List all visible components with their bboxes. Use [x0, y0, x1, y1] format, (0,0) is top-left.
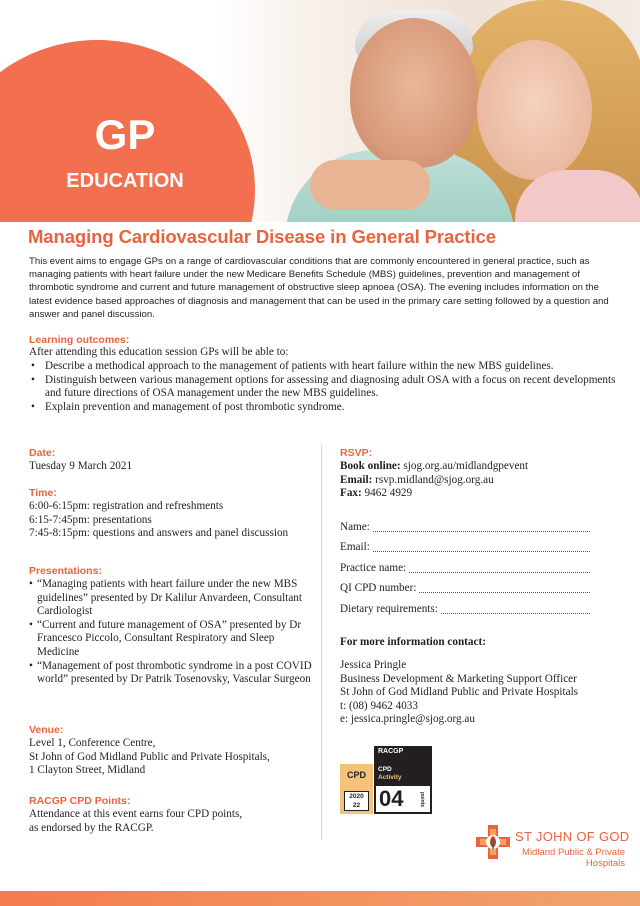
cpd-points-value: 04	[379, 786, 404, 811]
contact-email[interactable]: e: jessica.pringle@sjog.org.au	[340, 713, 475, 726]
cpd-points-heading: RACGP CPD Points:	[29, 795, 131, 807]
learning-heading: Learning outcomes:	[29, 334, 130, 346]
list-item: • Explain prevention and management of post thrombotic syndrome.	[29, 401, 619, 415]
learning-lead: After attending this education session GPs will be able to:	[29, 346, 289, 358]
page-title: Managing Cardiovascular Disease in General Practice	[28, 226, 496, 247]
list-item: • “Managing patients with heart failure under the new MBS guidelines” presented by Dr Kalilur Anvardeen, Consultant Cardiologist	[29, 578, 319, 619]
badge-title: GP	[94, 111, 156, 158]
contact-org: St John of God Midland Public and Private Hospitals	[340, 686, 579, 699]
rsvp-online-link[interactable]: sjog.org.au/midlandgpevent	[403, 460, 529, 472]
rsvp-details	[340, 460, 528, 501]
cpd-activity-badge	[340, 746, 432, 816]
learning-list	[29, 360, 619, 414]
cpd-label: CPD	[346, 770, 366, 780]
badge-subtitle: EDUCATION	[66, 170, 184, 192]
cpd-year: 2020 22	[344, 791, 369, 811]
racgp-logo-text: RACGP	[378, 748, 404, 755]
form-label: QI CPD number:	[340, 582, 417, 594]
contact-name: Jessica Pringle	[340, 659, 407, 671]
contact-heading: For more information contact:	[340, 636, 486, 648]
name-field[interactable]	[340, 521, 590, 533]
form-label: Dietary requirements:	[340, 603, 438, 615]
time-line: 6:00-6:15pm: registration and refreshments	[29, 500, 224, 512]
contact-phone[interactable]: t: (08) 9462 4033	[340, 699, 418, 712]
cpd-points-label: points	[419, 792, 425, 807]
venue-line: St John of God Midland Public and Private Hospitals,	[29, 750, 270, 763]
contact-role: Business Development & Marketing Support Officer	[340, 672, 577, 685]
rsvp-online-label: Book online:	[340, 460, 401, 472]
intro-paragraph: This event aims to engage GPs on a range of cardiovascular conditions that are commonly encountered in general practice, such as managing patients with heart failure under the new Medicare Benefits Schedule (MBS) guidelines, prevention and management of thrombotic syndrome and current and future management of obstructive sleep apnoea (OSA). The evening includes information on the latest evidence based approaches of diagnosis and management that can be used in the primary care setting followed by a question and answer and panel discussion.	[29, 256, 609, 320]
cpd-activity-text: CPD Activity	[378, 766, 402, 781]
presentations-heading: Presentations:	[29, 565, 102, 577]
list-item: • “Current and future management of OSA” presented by Dr Francesco Piccolo, Consultant Respiratory and Sleep Medicine	[29, 619, 319, 660]
time-line: 7:45-8:15pm: questions and answers and panel discussion	[29, 527, 289, 540]
list-item: • Describe a methodical approach to the management of patients with heart failure within the new MBS guidelines.	[29, 360, 619, 374]
email-field[interactable]	[340, 541, 590, 553]
rsvp-email-link[interactable]: rsvp.midland@sjog.org.au	[375, 473, 494, 486]
form-label: Name:	[340, 521, 370, 533]
form-label: Email:	[340, 541, 370, 553]
hero-banner	[0, 0, 640, 222]
hero-photo	[215, 0, 640, 222]
rsvp-fax-label: Fax:	[340, 487, 362, 500]
cpd-points-lines	[29, 808, 319, 835]
time-heading: Time:	[29, 487, 57, 499]
time-lines	[29, 500, 299, 541]
venue-line: 1 Clayton Street, Midland	[29, 764, 146, 777]
footer-bar	[0, 891, 640, 906]
date-heading: Date:	[29, 447, 56, 459]
sjog-cross-icon	[476, 825, 510, 859]
cpd-points-line: as endorsed by the RACGP.	[29, 821, 154, 834]
date-value: Tuesday 9 March 2021	[29, 460, 133, 472]
column-divider	[321, 445, 322, 840]
cpd-points-line: Attendance at this event earns four CPD points,	[29, 808, 243, 820]
logo-name: ST JOHN OF GOD	[515, 829, 630, 844]
venue-heading: Venue:	[29, 724, 64, 736]
venue-lines	[29, 737, 319, 778]
dietary-requirements-field[interactable]	[340, 603, 590, 615]
rsvp-heading: RSVP:	[340, 447, 373, 459]
logo-subtitle: Midland Public & Private Hospitals	[522, 847, 625, 869]
contact-details	[340, 659, 630, 727]
list-item: • Distinguish between various management options for assessing and diagnosing adult OSA with a focus on recent developments and future directions of OSA management under the new MBS guidelines.	[29, 374, 619, 401]
list-item: • “Management of post thrombotic syndrome in a post COVID world” presented by Dr Patrik Tosenovsky, Vascular Surgeon	[29, 660, 319, 687]
presentations-list	[29, 578, 319, 687]
form-label: Practice name:	[340, 562, 407, 574]
time-line: 6:15-7:45pm: presentations	[29, 513, 152, 526]
rsvp-email-label: Email:	[340, 473, 373, 486]
venue-line: Level 1, Conference Centre,	[29, 737, 156, 749]
rsvp-fax-value: 9462 4929	[364, 487, 413, 500]
qi-cpd-number-field[interactable]	[340, 582, 590, 594]
practice-name-field[interactable]	[340, 562, 590, 574]
